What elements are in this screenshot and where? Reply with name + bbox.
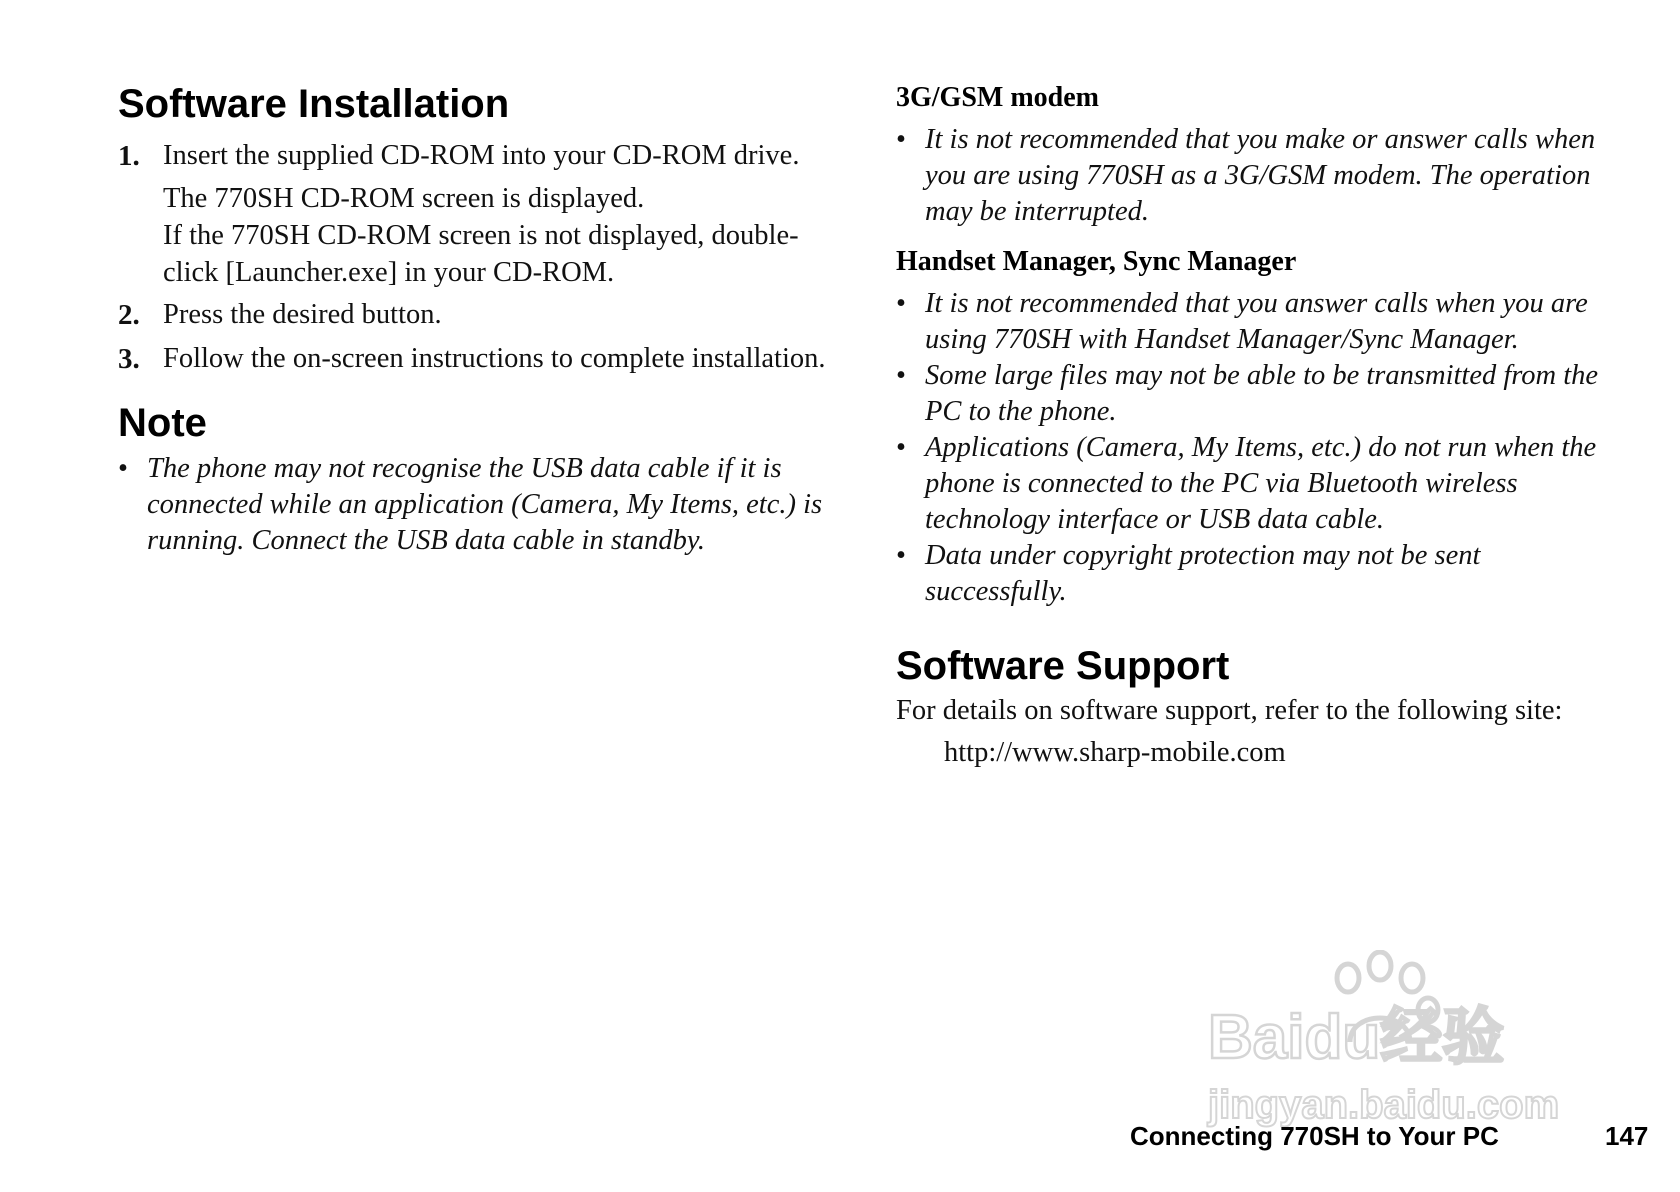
step-3 xyxy=(118,339,828,379)
step-text: Press the desired button. xyxy=(163,299,442,330)
manager-title: Handset Manager, Sync Manager xyxy=(896,246,1297,277)
manager-item: • Applications (Camera, My Items, etc.) do not run when the phone is connected to the PC via Bluetooth wireless technology interface or USB data cable. xyxy=(896,430,1616,538)
step-number: 1. xyxy=(118,140,140,172)
install-title: Software Installation xyxy=(118,82,510,126)
modem-item: • It is not recommended that you make or answer calls when you are using 770SH as a 3G/GSM modem. The operation may be interrupted. xyxy=(896,122,1616,230)
manager-item: • It is not recommended that you answer calls when you are using 770SH with Handset Manager/Sync Manager. xyxy=(896,286,1616,358)
note-item: • The phone may not recognise the USB data cable if it is connected while an application (Camera, My Items, etc.) is running. Connect the USB data cable in standby. xyxy=(118,451,828,559)
note-title: Note xyxy=(118,401,207,445)
watermark-brand: Baidu经验 xyxy=(1208,1003,1505,1072)
step-number: 3. xyxy=(118,343,140,375)
step-text: Insert the supplied CD-ROM into your CD-ROM drive. xyxy=(163,140,800,171)
step-subtext-line: The 770SH CD-ROM screen is displayed. xyxy=(163,183,645,214)
step-subtext xyxy=(163,180,828,291)
modem-title: 3G/GSM modem xyxy=(896,82,1099,113)
step-number: 2. xyxy=(118,299,140,331)
support-text: For details on software support, refer to the following site: xyxy=(896,695,1563,726)
step-text: Follow the on-screen instructions to complete installation. xyxy=(163,343,826,374)
step-1 xyxy=(118,136,828,291)
manager-item: • Some large files may not be able to be transmitted from the PC to the phone. xyxy=(896,358,1616,430)
step-2 xyxy=(118,295,828,335)
manager-list xyxy=(896,286,1616,610)
watermark-site: jingyan.baidu.com xyxy=(1208,1083,1560,1127)
note-list xyxy=(118,451,828,559)
left-column xyxy=(118,78,828,559)
step-subtext-line: If the 770SH CD-ROM screen is not displayed, double-click [Launcher.exe] in your CD-ROM. xyxy=(163,220,799,288)
manager-item: • Data under copyright protection may not be sent successfully. xyxy=(896,538,1616,610)
install-steps xyxy=(118,136,828,379)
footer-chapter: Connecting 770SH to Your PC xyxy=(1130,1121,1499,1151)
support-url[interactable]: http://www.sharp-mobile.com xyxy=(944,737,1286,768)
modem-list xyxy=(896,122,1616,230)
right-column xyxy=(896,78,1616,773)
support-title: Software Support xyxy=(896,644,1230,688)
page-number: 147 xyxy=(1605,1121,1649,1151)
